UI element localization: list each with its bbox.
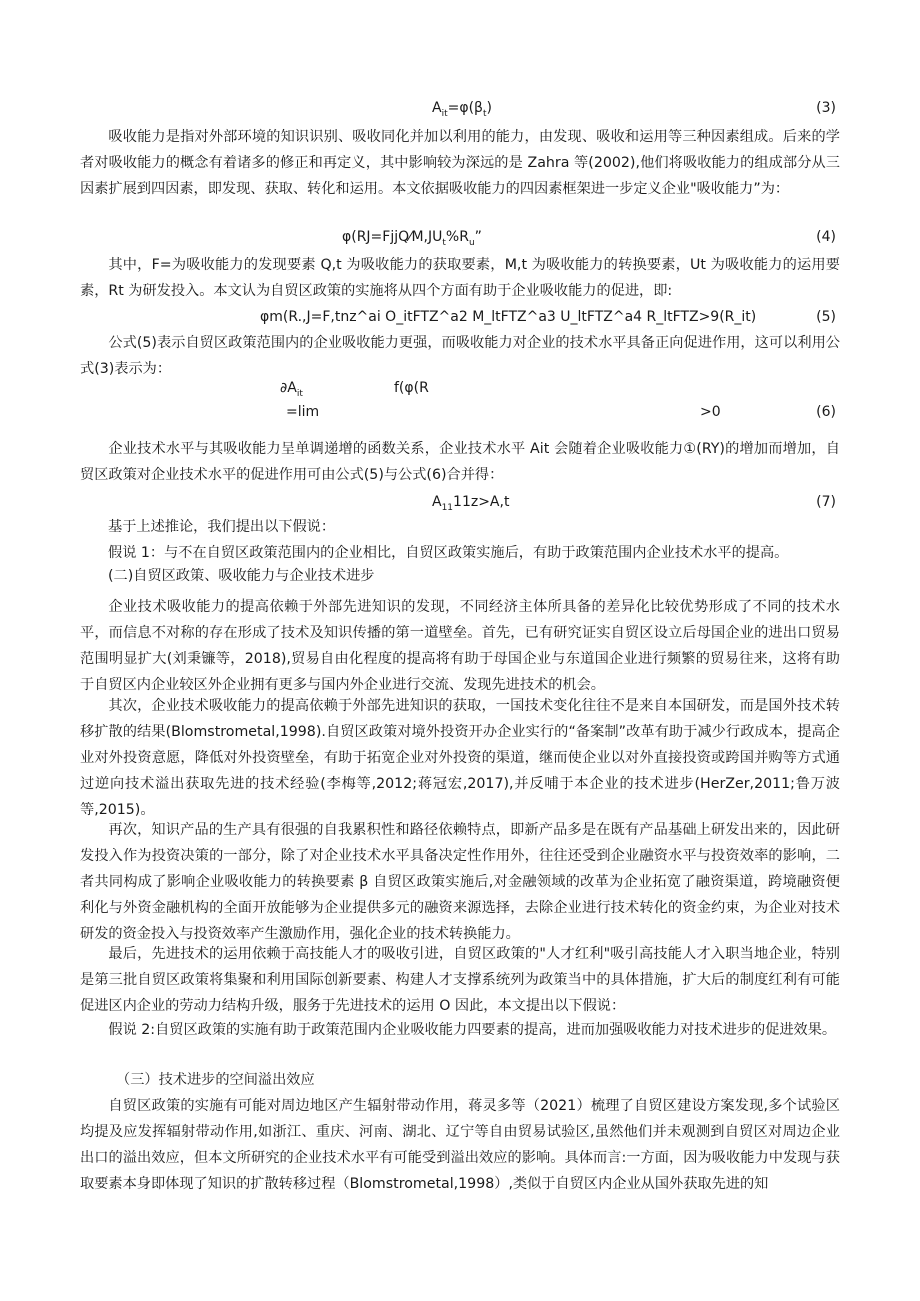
equation-5-number: (5) bbox=[816, 309, 836, 325]
equation-3-number: (3) bbox=[816, 100, 836, 116]
eq3-rhs-sub: t bbox=[482, 108, 487, 119]
paragraph-absorptive-capacity-definition: 吸收能力是指对外部环境的知识识别、吸收同化并加以利用的能力，由发现、吸收和运用等三种因素组成。后来的学者对吸收能力的概念有着诸多的修正和再定义，其中影响较为深远的是 Zahra 等(2002),他们将吸收能力的组成部分从三因素扩展到四因素，即发现、获取、转化和运用。本文依据吸收能力的四因素框架进一步定义企业"吸收能力”为： bbox=[80, 129, 840, 197]
eq3-lhs-sub: it bbox=[441, 108, 448, 119]
equation-6-partial bbox=[280, 376, 303, 400]
eq4-body-end-sub: u bbox=[468, 237, 475, 248]
paragraph-formula-5-explanation: 公式(5)表示自贸区政策范围内的企业吸收能力更强，而吸收能力对企业的技术水平具备正向促进作用，这可以利用公式(3)表示为： bbox=[80, 335, 840, 377]
paragraph-acquisition: 其次，企业技术吸收能力的提高依赖于外部先进知识的获取，一国技术变化往往不是来自本国研发，而是国外技术转移扩散的结果(Blomstrometal,1998).自贸区政策对境外投资开办企业实行的“备案制”改革有助于减少行政成本，提高企业对外投资意愿，降低对外投资壁垒，有助于拓宽企业对外投资的渠道，继而使企业以对外直接投资或跨国并购等方式通过逆向技术溢出获取先进的技术经验(李梅等,2012;蒋冠宏,2017),并反哺于本企业的技术进步(HerZer,2011;鲁万波等,2015)。 bbox=[80, 698, 840, 818]
paragraph-application: 最后，先进技术的运用依赖于高技能人才的吸收引进，自贸区政策的"人才红利"吸引高技能人才入职当地企业，特别是第三批自贸区政策将集聚和利用国际创新要素、构建人才支撑系统列为政策当中的具体措施，扩大后的制度红利有可能促进区内企业的劳动力结构升级，服务于先进技术的运用 O 因此，本文提出以下假说： bbox=[80, 946, 840, 1014]
equation-7-body bbox=[432, 490, 509, 514]
hypothesis-1: 假说 1：与不在自贸区政策范围内的企业相比，自贸区政策实施后，有助于政策范围内企业技术水平的提高。 bbox=[108, 545, 789, 561]
eq4-body-tail: ” bbox=[474, 229, 482, 245]
equation-4 bbox=[80, 225, 840, 249]
eq4-body-sub: t bbox=[442, 237, 446, 248]
equation-5-body: φm(R.,J=F,tnz^ai O_itFTZ^a2 M_ltFTZ^a3 U_ltFTZ^a4 R_ltFTZ>9(R_it) bbox=[260, 309, 757, 325]
equation-6-lim: =lim bbox=[286, 404, 320, 420]
equation-6-gt-zero: >0 bbox=[700, 404, 721, 420]
equation-5 bbox=[80, 305, 840, 329]
eq6-partial-symbol: ∂A bbox=[280, 380, 297, 396]
eq6-partial-sub: it bbox=[296, 388, 303, 399]
eq4-body-main: φ(RJ=FjjQ⁄M,JU bbox=[342, 229, 443, 245]
paragraph-spillover: 自贸区政策的实施有可能对周边地区产生辐射带动作用，蒋灵多等（2021）梳理了自贸区建设方案发现,多个试验区均提及应发挥辐射带动作用,如浙江、重庆、河南、湖北、辽宁等自由贸易试验区,虽然他们并未观测到自贸区对周边企业出口的溢出效应，但本文所研究的企业技术水平有可能受到溢出效应的影响。具体而言:一方面，因为吸收能力中发现与获取要素本身即体现了知识的扩散转移过程（Blomstrometal,1998）,类似于自贸区内企业从国外获取先进的知 bbox=[80, 1098, 840, 1192]
paragraph-transformation: 再次，知识产品的生产具有很强的自我累积性和路径依赖特点，即新产品多是在既有产品基础上研发出来的，因此研发投入作为投资决策的一部分，除了对企业技术水平具备决定性作用外，往往还受到企业融资水平与投资效率的影响，二者共同构成了影响企业吸收能力的转换要素 β 自贸区政策实施后,对金融领域的改革为企业拓宽了融资渠道，跨境融资便利化与外资金融机构的全面开放能够为企业提供多元的融资来源选择，去除企业进行技术转化的资金约束，为企业对技术研发的资金投入与投资效率产生激励作用，强化企业的技术转换能力。 bbox=[80, 822, 840, 942]
paragraph-monotonic-relation: 企业技术水平与其吸收能力呈单调递增的函数关系，企业技术水平 Ait 会随着企业吸收能力①(RY)的增加而增加，自贸区政策对企业技术水平的促进作用可由公式(5)与公式(6)合并得： bbox=[80, 441, 840, 483]
equation-7 bbox=[80, 490, 840, 514]
eq3-rhs-end: ) bbox=[486, 100, 492, 116]
equation-4-body bbox=[342, 225, 482, 249]
paragraph-four-elements: 其中，F=为吸收能力的发现要素 Q,t 为吸收能力的获取要素，M,t 为吸收能力的转换要素，Ut 为吸收能力的运用要素，Rt 为研发投入。本文认为自贸区政策的实施将从四个方面有助于企业吸收能力的促进，即: bbox=[80, 257, 840, 299]
equation-6-line-2 bbox=[80, 400, 840, 424]
equation-4-number: (4) bbox=[816, 229, 836, 245]
eq7-body-main: A bbox=[432, 494, 442, 510]
equation-6-number: (6) bbox=[816, 404, 836, 420]
eq7-body-end: 11z>A,t bbox=[453, 494, 510, 510]
equation-3 bbox=[80, 96, 840, 120]
equation-6-line-1 bbox=[80, 376, 840, 400]
equation-3-body bbox=[432, 96, 492, 120]
inference-intro: 基于上述推论，我们提出以下假说： bbox=[108, 519, 336, 535]
eq4-body-end: %R bbox=[445, 229, 469, 245]
eq3-rhs: =φ(β bbox=[447, 100, 483, 116]
equation-7-number: (7) bbox=[816, 494, 836, 510]
section-3-heading: （三）技术进步的空间溢出效应 bbox=[116, 1072, 315, 1088]
hypothesis-2: 假说 2:自贸区政策的实施有助于政策范围内企业吸收能力四要素的提高，进而加强吸收能力对技术进步的促进效果。 bbox=[108, 1022, 837, 1038]
eq7-body-sub: 11 bbox=[441, 502, 454, 513]
section-2-heading: (二)自贸区政策、吸收能力与企业技术进步 bbox=[108, 568, 375, 584]
eq3-lhs: A bbox=[432, 100, 442, 116]
equation-6-expression: f(φ(R bbox=[394, 380, 429, 396]
paragraph-discovery: 企业技术吸收能力的提高依赖于外部先进知识的发现，不同经济主体所具备的差异化比较优势形成了不同的技术水平，而信息不对称的存在形成了技术及知识传播的第一道壁垒。首先，已有研究证实自贸区设立后母国企业的进出口贸易范围明显扩大(刘秉镰等，2018),贸易自由化程度的提高将有助于母国企业与东道国企业进行频繁的贸易往来，这将有助于自贸区内企业较区外企业拥有更多与国内外企业进行交流、发现先进技术的机会。 bbox=[80, 599, 840, 693]
